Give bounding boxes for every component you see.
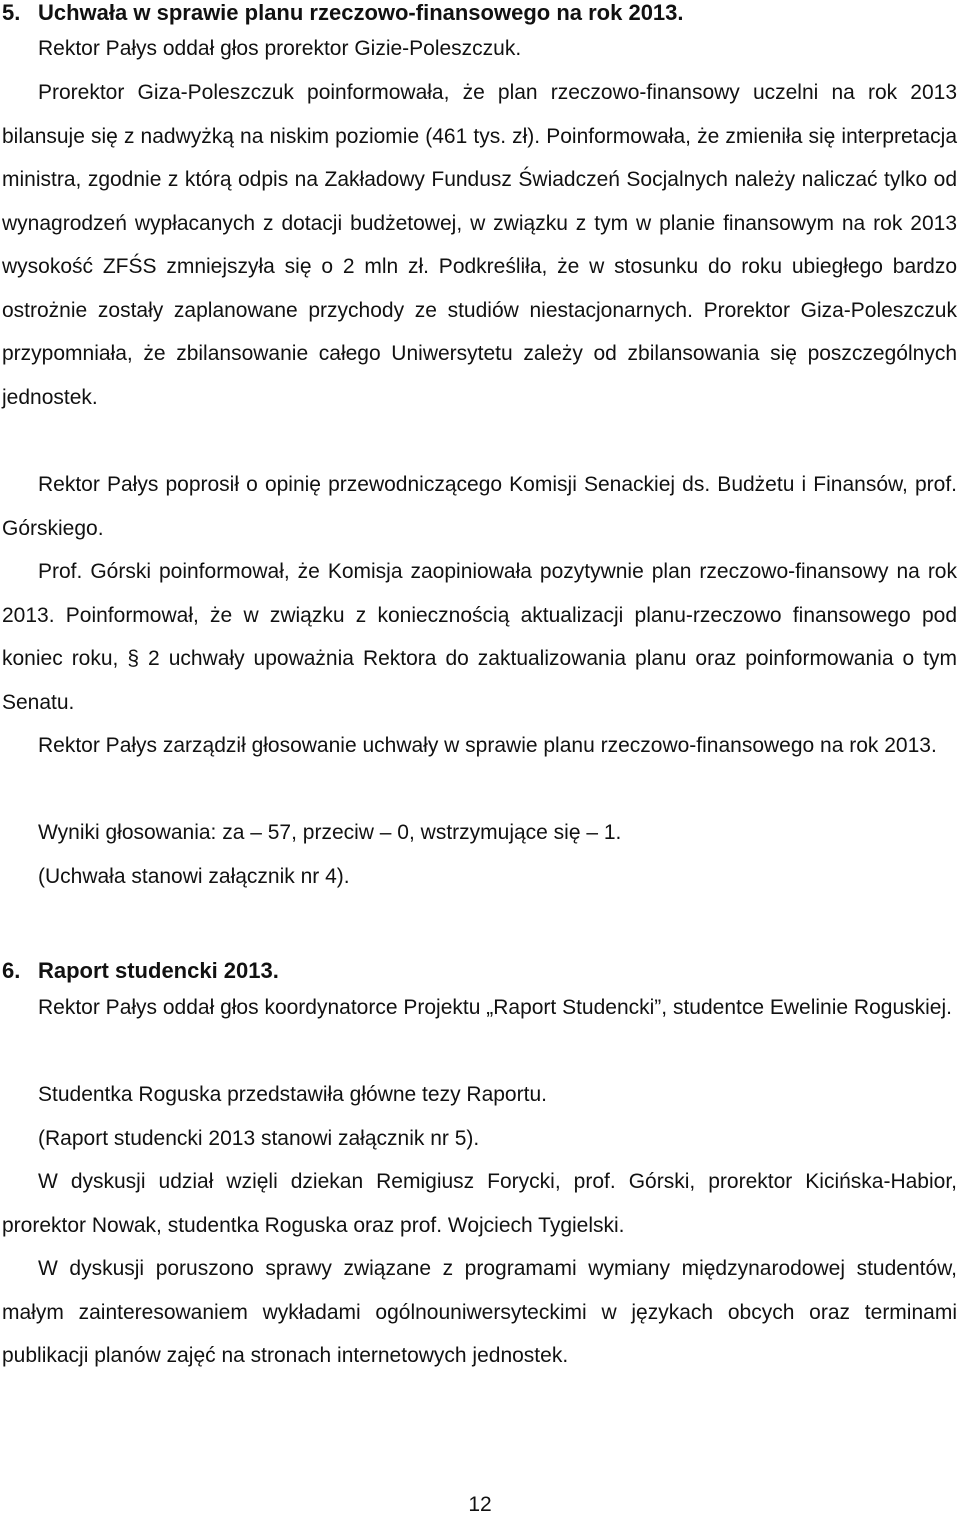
section-5-number: 5. [2, 0, 21, 25]
section-6-title: Raport studencki 2013. [38, 958, 279, 983]
paragraph: Studentka Roguska przedstawiła główne tezy Raportu. [38, 1083, 547, 1106]
paragraph: Rektor Pałys zarządził głosowanie uchwały w sprawie planu rzeczowo-finansowego na rok 2013. [38, 734, 937, 757]
paragraph: Rektor Pałys oddał głos koordynatorce Projektu „Raport Studencki”, studentce Ewelinie Roguskiej. [38, 996, 952, 1019]
page-number: 12 [468, 1493, 492, 1516]
paragraph: Wyniki głosowania: za – 57, przeciw – 0, wstrzymujące się – 1. [38, 821, 622, 844]
paragraph: Rektor Pałys poprosił o opinię przewodniczącego Komisji Senackiej ds. Budżetu i Finansów, prof. Górskiego. [2, 473, 957, 540]
paragraph: W dyskusji udział wzięli dziekan Remigiusz Forycki, prof. Górski, prorektor Kicińska-Habior, prorektor Nowak, studentka Roguska oraz prof. Wojciech Tygielski. [2, 1170, 957, 1237]
section-6-number: 6. [2, 958, 21, 983]
section-5-heading [2, 0, 684, 26]
section-5-title: Uchwała w sprawie planu rzeczowo-finansowego na rok 2013. [38, 0, 684, 25]
paragraph: (Uchwała stanowi załącznik nr 4). [38, 865, 350, 888]
paragraph: W dyskusji poruszono sprawy związane z programami wymiany międzynarodowej studentów, małym zainteresowaniem wykładami ogólnouniwersyteckimi w językach obcych oraz terminami publikacji planów zajęć na stronach internetowych jednostek. [2, 1257, 957, 1367]
paragraph: Prof. Górski poinformował, że Komisja zaopiniowała pozytywnie plan rzeczowo-finansowy na rok 2013. Poinformował, że w związku z koniecznością aktualizacji planu-rzeczowo finansowego pod koniec roku, § 2 uchwały upoważnia Rektora do zaktualizowania planu oraz poinformowania o tym Senatu. [2, 560, 957, 714]
section-6-heading [2, 958, 279, 984]
paragraph: Rektor Pałys oddał głos prorektor Gizie-Poleszczuk. [38, 37, 522, 60]
paragraph: (Raport studencki 2013 stanowi załącznik nr 5). [38, 1127, 480, 1150]
paragraph: Prorektor Giza-Poleszczuk poinformowała, że plan rzeczowo-finansowy uczelni na rok 2013 bilansuje się z nadwyżką na niskim poziomie (461 tys. zł). Poinformowała, że zmieniła się interpretacja ministra, zgodnie z którą odpis na Zakładowy Fundusz Świadczeń Socjalnych należy naliczać tylko od wynagrodzeń wypłacanych z dotacji budżetowej, w związku z tym w planie finansowym na rok 2013 wysokość ZFŚS zmniejszyła się o 2 mln zł. Podkreśliła, że w stosunku do roku ubiegłego bardzo ostrożnie zostały zaplanowane przychody ze studiów niestacjonarnych. Prorektor Giza-Poleszczuk przypomniała, że zbilansowanie całego Uniwersytetu zależy od zbilansowania się poszczególnych jednostek. [2, 81, 957, 409]
